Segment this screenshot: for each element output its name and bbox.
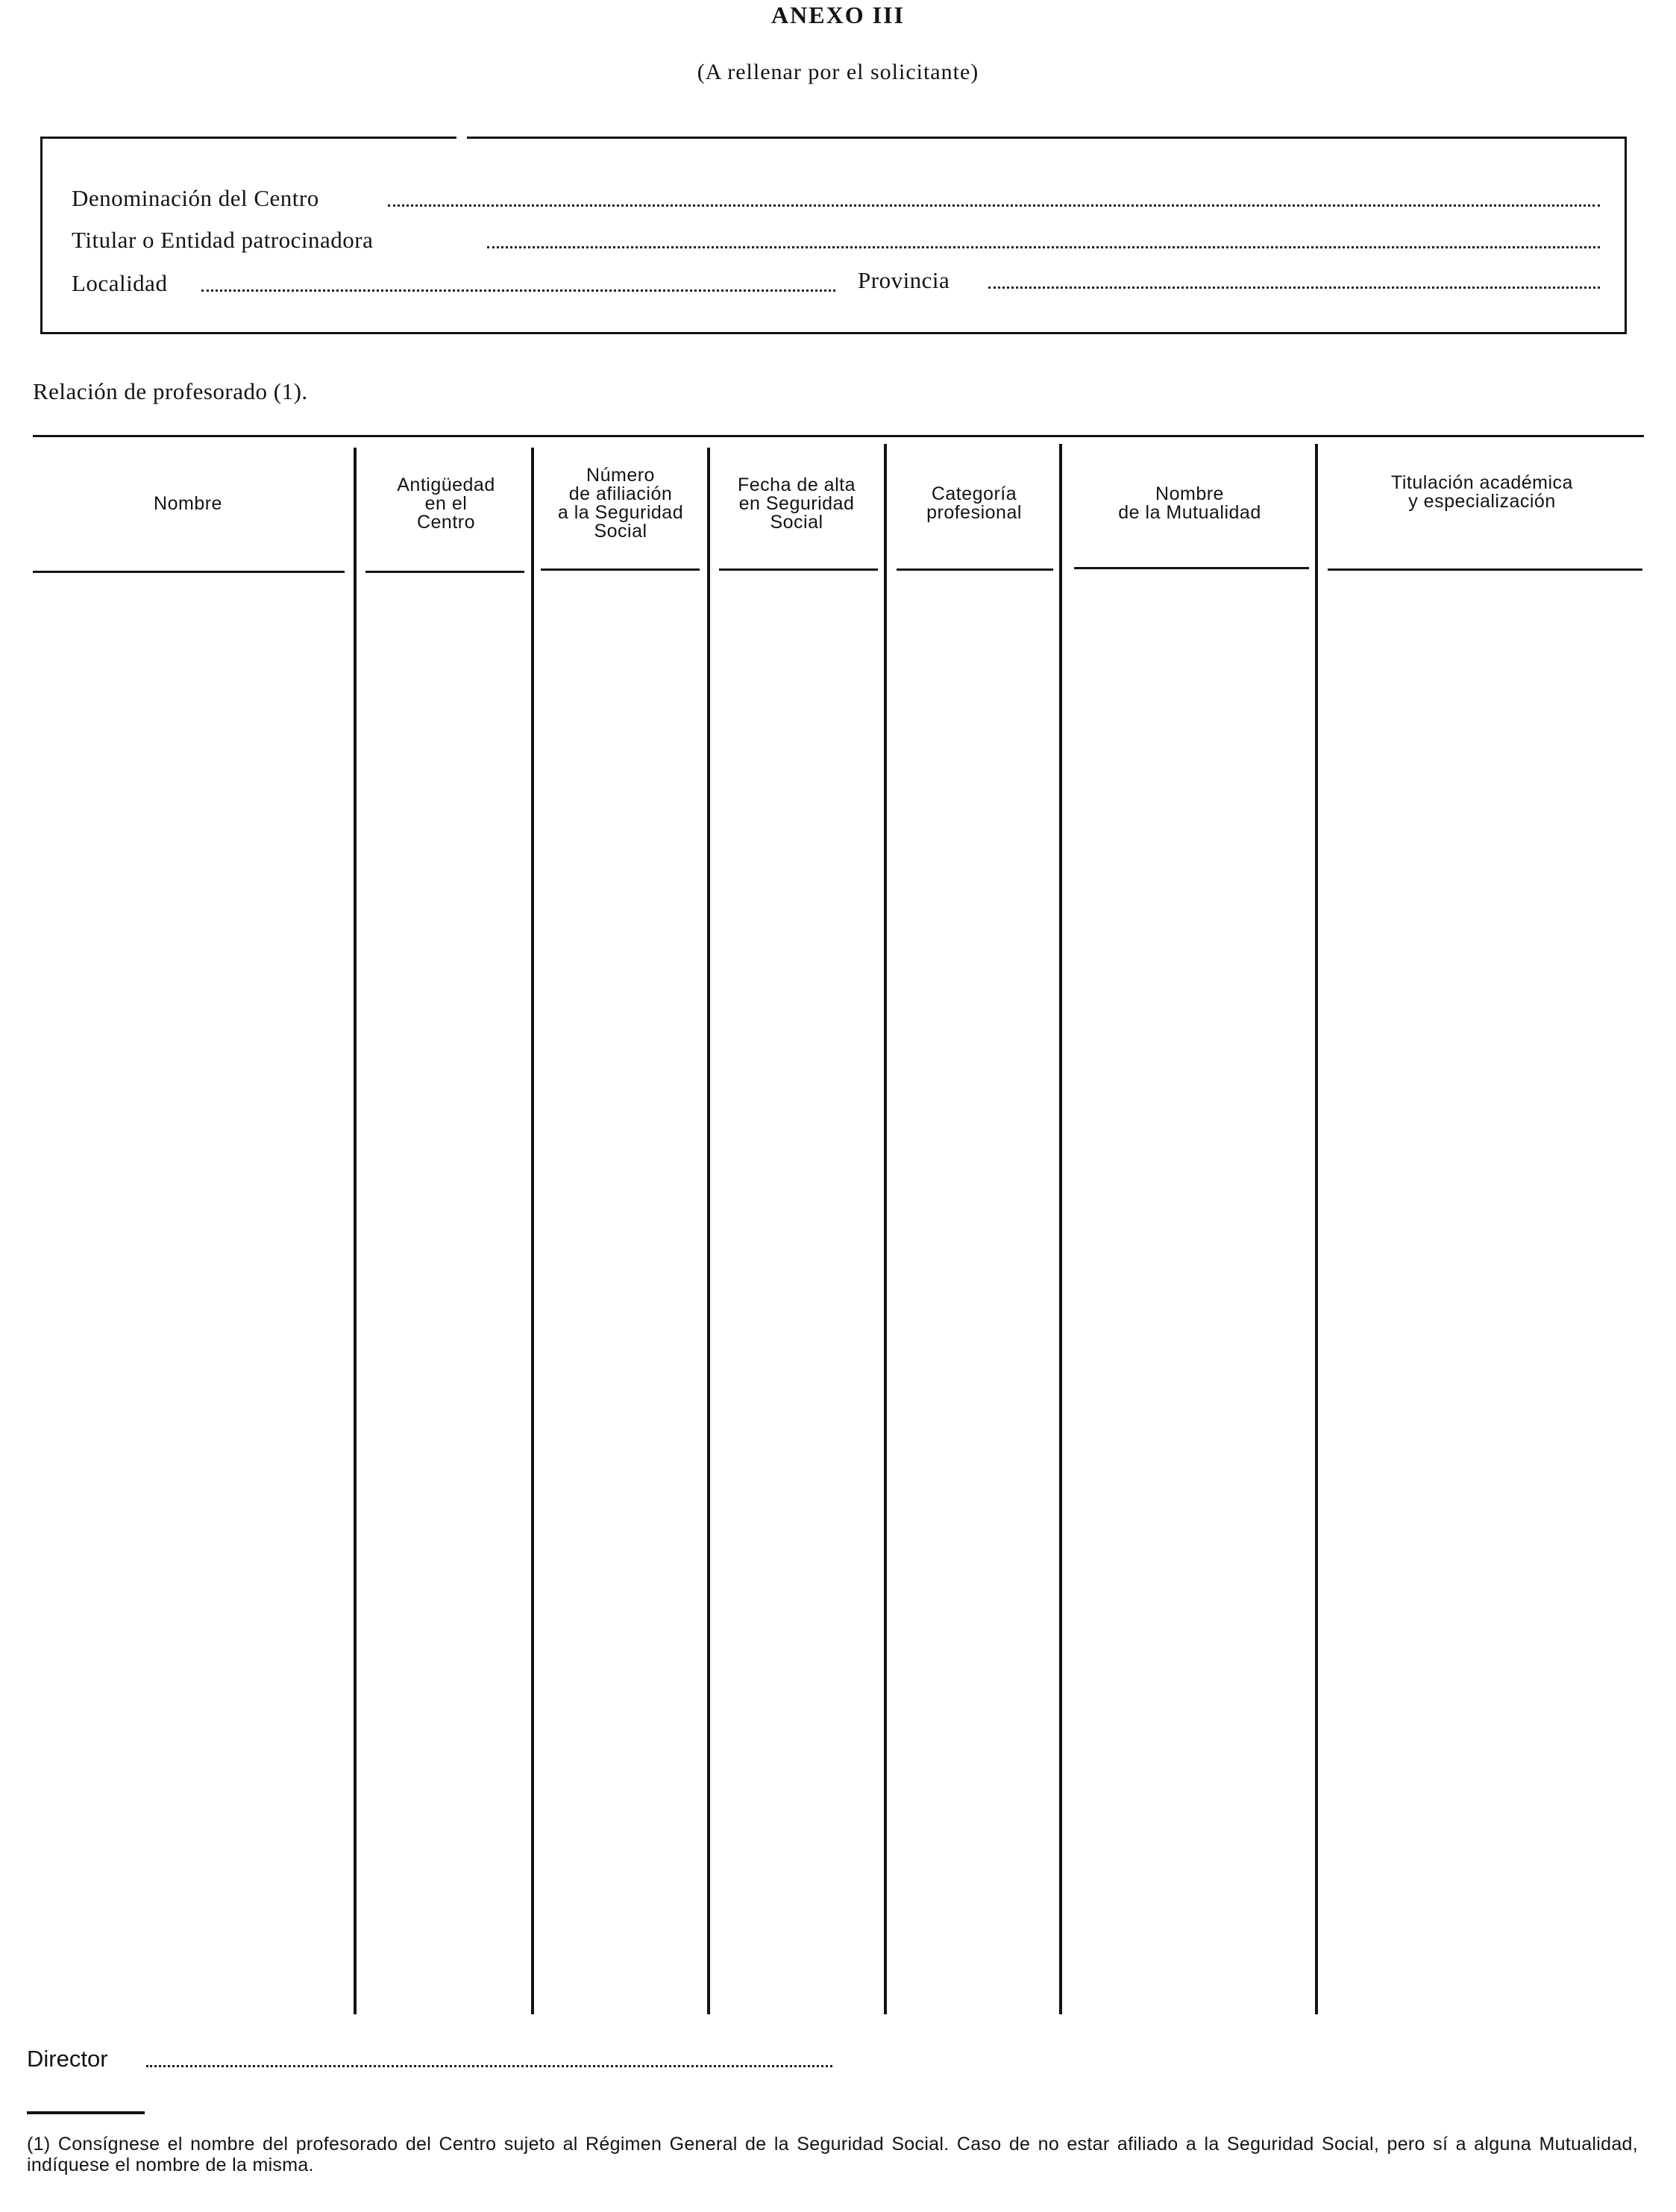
header-underline (897, 568, 1053, 571)
provincia-field[interactable] (988, 282, 1600, 289)
header-underline (33, 571, 345, 573)
table-top-rule (33, 435, 1644, 437)
column-separator (1059, 444, 1062, 2014)
localidad-label: Localidad (72, 270, 168, 296)
column-header-antiguedad: Antigüedad en el Centro (397, 474, 495, 533)
titular-field[interactable] (487, 242, 1600, 248)
column-separator (707, 448, 710, 2014)
box-border-gap (456, 133, 467, 142)
denominacion-field[interactable] (388, 200, 1600, 207)
column-header-numero-afiliacion: Número de afiliación a la Seguridad Social (557, 465, 684, 542)
footnote-rule (27, 2111, 145, 2114)
director-field[interactable] (146, 2061, 832, 2067)
denominacion-label: Denominación del Centro (72, 185, 319, 211)
localidad-field[interactable] (201, 285, 835, 292)
column-header-categoria: Categoría profesional (926, 483, 1022, 523)
provincia-label: Provincia (858, 267, 950, 293)
header-underline (541, 568, 700, 571)
director-label: Director (27, 2046, 108, 2072)
column-header-fecha-alta: Fecha de alta en Seguridad Social (738, 474, 856, 533)
annex-subtitle: (A rellenar por el solicitante) (697, 60, 979, 84)
footnote-text: (1) Consígnese el nombre del profesorado del Centro sujeto al Régimen General de la Seguridad Social. Caso de no estar afiliado a la Seguridad Social, pero sí a alguna Mutualidad, indíquese el nombre de la misma. (27, 2134, 1638, 2175)
header-underline (365, 571, 524, 573)
annex-title: ANEXO III (771, 1, 905, 28)
column-separator (354, 448, 357, 2014)
header-underline (719, 568, 878, 571)
column-separator (884, 444, 887, 2014)
titular-label: Titular o Entidad patrocinadora (72, 227, 374, 253)
column-header-titulacion: Titulación académica y especialización (1391, 472, 1573, 512)
column-header-nombre: Nombre (154, 492, 222, 514)
header-underline (1074, 567, 1309, 569)
column-separator (531, 448, 534, 2014)
relacion-profesorado-label: Relación de profesorado (1). (33, 378, 308, 404)
header-underline (1328, 568, 1642, 571)
column-separator (1315, 444, 1318, 2014)
column-header-mutualidad: Nombre de la Mutualidad (1118, 483, 1261, 523)
